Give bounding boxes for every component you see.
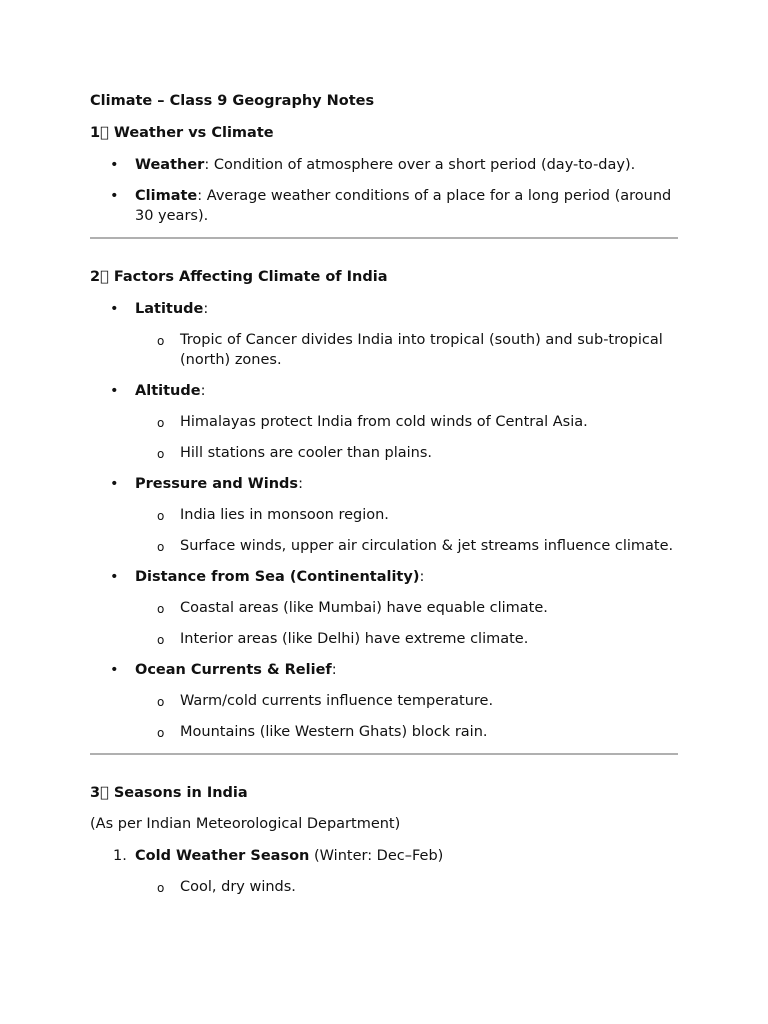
term-weather: Weather xyxy=(135,157,205,173)
circle-bullet-icon: o xyxy=(157,447,165,461)
list-item-cold-weather-season xyxy=(90,846,678,897)
sub-item-text: Interior areas (like Delhi) have extreme climate. xyxy=(180,631,529,647)
term-suffix: : xyxy=(200,383,206,399)
list-item-altitude xyxy=(90,381,678,463)
document-title: Climate – Class 9 Geography Notes xyxy=(90,93,375,109)
term-pressure-winds: Pressure and Winds xyxy=(135,476,299,492)
circle-bullet-icon: o xyxy=(157,540,165,554)
bullet-icon: • xyxy=(110,383,119,399)
section-heading-factors: 2⃣ Factors Affecting Climate of India xyxy=(90,269,388,285)
factors-list xyxy=(90,299,678,742)
sub-item xyxy=(135,443,678,463)
bullet-icon: • xyxy=(110,569,119,585)
circle-bullet-icon: o xyxy=(157,509,165,523)
circle-bullet-icon: o xyxy=(157,334,165,348)
term-climate: Climate xyxy=(135,188,198,204)
sub-item xyxy=(135,877,678,897)
term-suffix: : xyxy=(419,569,425,585)
sub-item-text: Warm/cold currents influence temperature. xyxy=(180,693,494,709)
ocean-currents-sublist xyxy=(135,691,678,742)
circle-bullet-icon: o xyxy=(157,695,165,709)
season-detail: (Winter: Dec–Feb) xyxy=(309,848,444,864)
sub-item xyxy=(135,691,678,711)
term-altitude: Altitude xyxy=(135,383,201,399)
circle-bullet-icon: o xyxy=(157,602,165,616)
term-cold-weather-season: Cold Weather Season xyxy=(135,848,310,864)
bullet-icon: • xyxy=(110,301,119,317)
sub-item xyxy=(135,536,678,556)
bullet-icon: • xyxy=(110,157,119,173)
term-suffix: : xyxy=(331,662,337,678)
definition-weather: : Condition of atmosphere over a short period (day-to-day). xyxy=(204,157,636,173)
sub-item xyxy=(135,505,678,525)
sub-item xyxy=(135,412,678,432)
sub-item xyxy=(135,629,678,649)
sub-item-text: Hill stations are cooler than plains. xyxy=(180,445,433,461)
cold-season-sublist xyxy=(135,877,678,897)
section-heading-weather-vs-climate: 1⃣ Weather vs Climate xyxy=(90,125,274,141)
section-heading-seasons: 3⃣ Seasons in India xyxy=(90,785,248,801)
term-latitude: Latitude xyxy=(135,301,204,317)
bullet-icon: • xyxy=(110,662,119,678)
list-item-latitude xyxy=(90,299,678,370)
sub-item-text: Cool, dry winds. xyxy=(180,879,296,895)
sub-item-text: Mountains (like Western Ghats) block rain. xyxy=(180,724,488,740)
bullet-icon: • xyxy=(110,188,119,204)
term-suffix: : xyxy=(298,476,303,492)
pressure-winds-sublist xyxy=(135,505,678,556)
term-ocean-currents: Ocean Currents & Relief xyxy=(135,662,332,678)
section-divider xyxy=(90,237,678,239)
list-item-distance-from-sea xyxy=(90,567,678,649)
latitude-sublist xyxy=(135,330,678,370)
sub-item xyxy=(135,598,678,618)
altitude-sublist xyxy=(135,412,678,463)
term-distance-from-sea: Distance from Sea (Continentality) xyxy=(135,569,420,585)
circle-bullet-icon: o xyxy=(157,416,165,430)
weather-climate-list xyxy=(90,155,678,226)
list-number: 1. xyxy=(113,848,127,864)
circle-bullet-icon: o xyxy=(157,881,165,895)
sub-item-text: Surface winds, upper air circulation & jet streams influence climate. xyxy=(180,538,674,554)
sub-item-text: Coastal areas (like Mumbai) have equable climate. xyxy=(180,600,548,616)
list-item-ocean-currents xyxy=(90,660,678,742)
sub-item xyxy=(135,722,678,742)
circle-bullet-icon: o xyxy=(157,726,165,740)
sub-item-text: Tropic of Cancer divides India into tropical (south) and sub-tropical (north) zones. xyxy=(180,332,663,368)
definition-climate: : Average weather conditions of a place for a long period (around 30 years). xyxy=(135,188,672,224)
list-item-weather xyxy=(90,155,678,175)
distance-sublist xyxy=(135,598,678,649)
section-divider xyxy=(90,753,678,755)
sub-item-text: Himalayas protect India from cold winds of Central Asia. xyxy=(180,414,588,430)
seasons-note: (As per Indian Meteorological Department) xyxy=(90,816,401,832)
bullet-icon: • xyxy=(110,476,119,492)
notes-page xyxy=(90,92,678,908)
list-item-pressure-winds xyxy=(90,474,678,556)
list-item-climate xyxy=(90,186,678,226)
sub-item-text: India lies in monsoon region. xyxy=(180,507,389,523)
term-suffix: : xyxy=(203,301,209,317)
sub-item xyxy=(135,330,678,370)
circle-bullet-icon: o xyxy=(157,633,165,647)
seasons-list xyxy=(90,846,678,897)
